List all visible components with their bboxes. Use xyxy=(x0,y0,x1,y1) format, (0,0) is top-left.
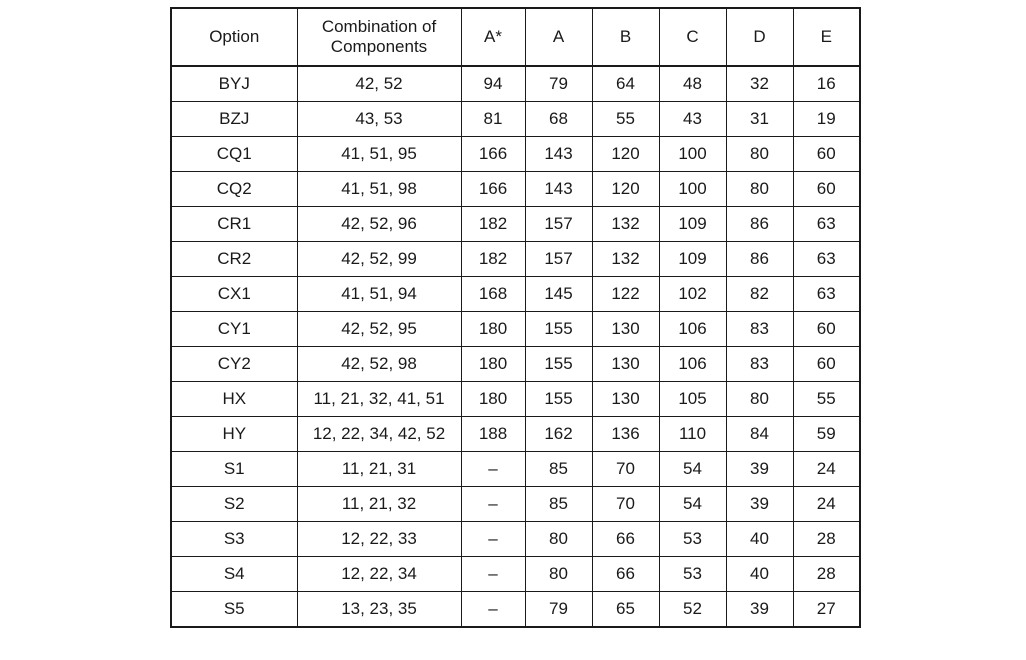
grade-c-cell: 43 xyxy=(659,102,726,137)
combination-cell: 43, 53 xyxy=(297,102,461,137)
combination-cell: 12, 22, 34 xyxy=(297,557,461,592)
grade-e-cell: 27 xyxy=(793,592,860,628)
grade-a-star-cell: 180 xyxy=(461,347,525,382)
grade-e-cell: 28 xyxy=(793,522,860,557)
grade-a-star-cell: 180 xyxy=(461,312,525,347)
table-row xyxy=(171,382,860,417)
table-row xyxy=(171,487,860,522)
header-grade-a-star: A* xyxy=(461,8,525,66)
option-cell: CY1 xyxy=(171,312,297,347)
header-combination xyxy=(297,8,461,66)
grade-a-star-cell: – xyxy=(461,522,525,557)
table-row xyxy=(171,207,860,242)
grade-e-cell: 55 xyxy=(793,382,860,417)
grade-d-cell: 83 xyxy=(726,347,793,382)
grade-b-cell: 120 xyxy=(592,172,659,207)
table-row xyxy=(171,592,860,628)
combination-cell: 11, 21, 31 xyxy=(297,452,461,487)
table-row xyxy=(171,102,860,137)
grade-d-cell: 86 xyxy=(726,242,793,277)
grade-b-cell: 130 xyxy=(592,347,659,382)
table-row xyxy=(171,452,860,487)
option-cell: S3 xyxy=(171,522,297,557)
table-row xyxy=(171,522,860,557)
option-cell: CR2 xyxy=(171,242,297,277)
grade-c-cell: 110 xyxy=(659,417,726,452)
combination-cell: 12, 22, 33 xyxy=(297,522,461,557)
grade-a-cell: 85 xyxy=(525,487,592,522)
grade-a-star-cell: 81 xyxy=(461,102,525,137)
combination-cell: 11, 21, 32, 41, 51 xyxy=(297,382,461,417)
grade-b-cell: 66 xyxy=(592,522,659,557)
grade-a-star-cell: 182 xyxy=(461,242,525,277)
grade-c-cell: 53 xyxy=(659,557,726,592)
option-cell: CY2 xyxy=(171,347,297,382)
grade-e-cell: 63 xyxy=(793,207,860,242)
grade-d-cell: 84 xyxy=(726,417,793,452)
grade-c-cell: 109 xyxy=(659,242,726,277)
grade-e-cell: 28 xyxy=(793,557,860,592)
grade-b-cell: 65 xyxy=(592,592,659,628)
table-row xyxy=(171,557,860,592)
option-cell: S5 xyxy=(171,592,297,628)
option-cell: S4 xyxy=(171,557,297,592)
header-option: Option xyxy=(171,8,297,66)
grade-a-cell: 155 xyxy=(525,347,592,382)
option-cell: HX xyxy=(171,382,297,417)
option-cell: CR1 xyxy=(171,207,297,242)
grade-a-star-cell: – xyxy=(461,557,525,592)
grade-a-cell: 155 xyxy=(525,382,592,417)
option-cell: S1 xyxy=(171,452,297,487)
grade-a-star-cell: 168 xyxy=(461,277,525,312)
header-row xyxy=(171,8,860,66)
grade-c-cell: 102 xyxy=(659,277,726,312)
combination-cell: 42, 52 xyxy=(297,66,461,102)
combination-cell: 42, 52, 96 xyxy=(297,207,461,242)
grade-a-star-cell: 180 xyxy=(461,382,525,417)
combination-cell: 42, 52, 95 xyxy=(297,312,461,347)
grade-a-cell: 79 xyxy=(525,66,592,102)
combination-cell: 42, 52, 98 xyxy=(297,347,461,382)
grade-c-cell: 106 xyxy=(659,347,726,382)
grade-e-cell: 24 xyxy=(793,452,860,487)
combination-cell: 42, 52, 99 xyxy=(297,242,461,277)
table-row xyxy=(171,312,860,347)
grade-b-cell: 130 xyxy=(592,312,659,347)
grade-b-cell: 120 xyxy=(592,137,659,172)
grade-c-cell: 52 xyxy=(659,592,726,628)
grade-a-cell: 79 xyxy=(525,592,592,628)
grade-d-cell: 39 xyxy=(726,592,793,628)
table-row xyxy=(171,277,860,312)
grade-a-star-cell: 182 xyxy=(461,207,525,242)
grade-d-cell: 83 xyxy=(726,312,793,347)
grade-e-cell: 63 xyxy=(793,242,860,277)
option-cell: BZJ xyxy=(171,102,297,137)
grade-threshold-table xyxy=(170,7,861,628)
grade-b-cell: 70 xyxy=(592,452,659,487)
grade-c-cell: 54 xyxy=(659,452,726,487)
header-grade-d: D xyxy=(726,8,793,66)
grade-threshold-table-container xyxy=(170,7,861,628)
grade-c-cell: 48 xyxy=(659,66,726,102)
grade-b-cell: 130 xyxy=(592,382,659,417)
combination-cell: 41, 51, 98 xyxy=(297,172,461,207)
table-row xyxy=(171,242,860,277)
table-row xyxy=(171,172,860,207)
grade-e-cell: 60 xyxy=(793,312,860,347)
combination-cell: 41, 51, 95 xyxy=(297,137,461,172)
grade-e-cell: 19 xyxy=(793,102,860,137)
header-grade-a: A xyxy=(525,8,592,66)
grade-a-star-cell: 94 xyxy=(461,66,525,102)
grade-b-cell: 70 xyxy=(592,487,659,522)
grade-c-cell: 105 xyxy=(659,382,726,417)
table-row xyxy=(171,66,860,102)
grade-b-cell: 66 xyxy=(592,557,659,592)
grade-d-cell: 39 xyxy=(726,452,793,487)
table-row xyxy=(171,347,860,382)
grade-d-cell: 39 xyxy=(726,487,793,522)
grade-a-star-cell: 188 xyxy=(461,417,525,452)
grade-a-cell: 157 xyxy=(525,242,592,277)
grade-c-cell: 54 xyxy=(659,487,726,522)
grade-a-cell: 155 xyxy=(525,312,592,347)
option-cell: BYJ xyxy=(171,66,297,102)
combination-cell: 13, 23, 35 xyxy=(297,592,461,628)
table-row xyxy=(171,417,860,452)
header-combination-line2: Components xyxy=(330,37,428,56)
header-combination-line1: Combination of xyxy=(321,17,437,37)
grade-d-cell: 82 xyxy=(726,277,793,312)
grade-d-cell: 86 xyxy=(726,207,793,242)
grade-e-cell: 60 xyxy=(793,137,860,172)
grade-a-cell: 80 xyxy=(525,522,592,557)
grade-d-cell: 32 xyxy=(726,66,793,102)
header-grade-c: C xyxy=(659,8,726,66)
grade-b-cell: 122 xyxy=(592,277,659,312)
header-grade-b: B xyxy=(592,8,659,66)
grade-a-cell: 68 xyxy=(525,102,592,137)
grade-a-star-cell: – xyxy=(461,452,525,487)
table-body xyxy=(171,66,860,627)
table-row xyxy=(171,137,860,172)
grade-a-cell: 85 xyxy=(525,452,592,487)
grade-e-cell: 24 xyxy=(793,487,860,522)
grade-d-cell: 80 xyxy=(726,137,793,172)
grade-a-star-cell: 166 xyxy=(461,172,525,207)
grade-d-cell: 40 xyxy=(726,522,793,557)
grade-e-cell: 60 xyxy=(793,347,860,382)
header-grade-e: E xyxy=(793,8,860,66)
grade-d-cell: 80 xyxy=(726,172,793,207)
grade-e-cell: 16 xyxy=(793,66,860,102)
grade-d-cell: 40 xyxy=(726,557,793,592)
option-cell: S2 xyxy=(171,487,297,522)
grade-a-star-cell: – xyxy=(461,487,525,522)
grade-a-cell: 157 xyxy=(525,207,592,242)
grade-e-cell: 63 xyxy=(793,277,860,312)
grade-c-cell: 100 xyxy=(659,172,726,207)
grade-b-cell: 55 xyxy=(592,102,659,137)
combination-cell: 11, 21, 32 xyxy=(297,487,461,522)
grade-c-cell: 53 xyxy=(659,522,726,557)
grade-d-cell: 31 xyxy=(726,102,793,137)
combination-cell: 12, 22, 34, 42, 52 xyxy=(297,417,461,452)
grade-c-cell: 100 xyxy=(659,137,726,172)
grade-e-cell: 59 xyxy=(793,417,860,452)
grade-a-cell: 145 xyxy=(525,277,592,312)
grade-b-cell: 132 xyxy=(592,207,659,242)
option-cell: CX1 xyxy=(171,277,297,312)
grade-e-cell: 60 xyxy=(793,172,860,207)
grade-b-cell: 132 xyxy=(592,242,659,277)
option-cell: CQ2 xyxy=(171,172,297,207)
grade-a-star-cell: 166 xyxy=(461,137,525,172)
combination-cell: 41, 51, 94 xyxy=(297,277,461,312)
grade-a-cell: 143 xyxy=(525,172,592,207)
grade-b-cell: 64 xyxy=(592,66,659,102)
grade-a-cell: 80 xyxy=(525,557,592,592)
grade-a-star-cell: – xyxy=(461,592,525,628)
grade-d-cell: 80 xyxy=(726,382,793,417)
grade-a-cell: 162 xyxy=(525,417,592,452)
grade-b-cell: 136 xyxy=(592,417,659,452)
option-cell: CQ1 xyxy=(171,137,297,172)
grade-c-cell: 109 xyxy=(659,207,726,242)
grade-a-cell: 143 xyxy=(525,137,592,172)
grade-c-cell: 106 xyxy=(659,312,726,347)
option-cell: HY xyxy=(171,417,297,452)
